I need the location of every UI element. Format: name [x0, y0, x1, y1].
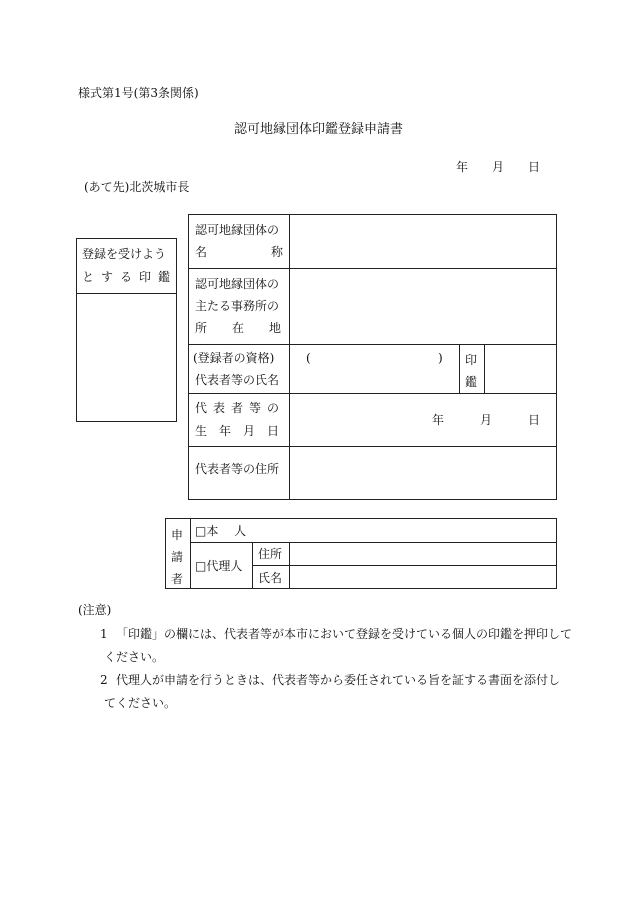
seal-box-label-line1: 登録を受けよう: [82, 247, 167, 261]
representative-name-field[interactable]: [292, 368, 456, 391]
applicant-row-divider-2: [252, 565, 557, 566]
notes-heading: (注意): [78, 603, 112, 617]
birth-month-label: 月: [480, 413, 493, 427]
row-divider-3: [188, 393, 557, 394]
row4-label-line2: 生年月日: [195, 424, 292, 438]
addressee: (あて先)北茨城市長: [84, 180, 190, 194]
principal-label: 本 人: [206, 524, 253, 538]
note-1-line2: ください。: [104, 650, 165, 664]
agent-checkbox-icon[interactable]: □: [195, 559, 207, 573]
representative-seal-field[interactable]: [487, 346, 555, 391]
agent-name-label: 氏名: [258, 571, 283, 585]
birth-date-field[interactable]: [292, 396, 554, 444]
seal-box-label-line2: とする印鑑: [82, 270, 178, 284]
note-2-line1: 代理人が申請を行うときは、代表者等から委任されている旨を証する書面を添付し: [116, 673, 561, 687]
seal-col-right-divider: [484, 344, 485, 393]
date-day-label: 日: [528, 160, 541, 174]
principal-checkbox-icon[interactable]: □: [195, 524, 207, 538]
qualification-paren-open: (: [306, 351, 311, 365]
seal-column-label: 印鑑: [465, 353, 478, 389]
seal-box-divider: [76, 293, 177, 294]
agent-address-field[interactable]: [292, 544, 554, 563]
seal-impression-area[interactable]: [80, 298, 172, 418]
row3-label-line2: 代表者等の氏名: [195, 373, 280, 387]
office-address-field[interactable]: [292, 270, 554, 342]
note-2-line2: てください。: [104, 696, 177, 710]
principal-option[interactable]: [195, 524, 252, 538]
row1-label-line2: 名称: [195, 245, 348, 259]
page-title: 認可地縁団体印鑑登録申請書: [234, 122, 404, 137]
qualification-paren-close: ): [438, 351, 443, 365]
date-year-label: 年: [456, 160, 469, 174]
row3-label-line1: (登録者の資格): [193, 351, 275, 365]
agent-name-field[interactable]: [292, 567, 554, 587]
row2-label-line3: 所在地: [195, 321, 307, 335]
birth-day-label: 日: [528, 413, 541, 427]
note-1-number: 1: [100, 627, 108, 641]
form-number: 様式第1号(第3条関係): [78, 86, 199, 100]
agent-address-label: 住所: [258, 547, 283, 561]
row4-label-line1: 代表者等の: [195, 401, 286, 415]
agent-option[interactable]: [195, 559, 242, 573]
birth-year-label: 年: [432, 413, 445, 427]
applicant-side-label: 申請者: [171, 528, 184, 586]
row2-label-line1: 認可地縁団体の: [195, 277, 280, 291]
row2-label-line2: 主たる事務所の: [195, 299, 280, 313]
note-1-line1: 「印鑑」の欄には、代表者等が本市において登録を受けている個人の印鑑を押印して: [116, 627, 573, 641]
row-divider-4: [188, 446, 557, 447]
row1-label-line1: 認可地縁団体の: [195, 223, 280, 237]
row-divider-1: [188, 268, 557, 269]
row-divider-2: [188, 344, 557, 345]
agent-col-divider: [252, 542, 253, 589]
agent-value-divider: [289, 542, 290, 589]
agent-label: 代理人: [206, 559, 243, 573]
representative-address-field[interactable]: [292, 449, 554, 497]
note-2-number: 2: [100, 673, 108, 687]
group-name-field[interactable]: [292, 216, 554, 266]
seal-col-left-divider: [459, 344, 460, 393]
qualification-field[interactable]: [312, 348, 436, 366]
applicant-side-divider: [190, 518, 191, 589]
row5-label: 代表者等の住所: [195, 462, 280, 476]
applicant-row-divider-1: [190, 542, 557, 543]
date-month-label: 月: [492, 160, 505, 174]
